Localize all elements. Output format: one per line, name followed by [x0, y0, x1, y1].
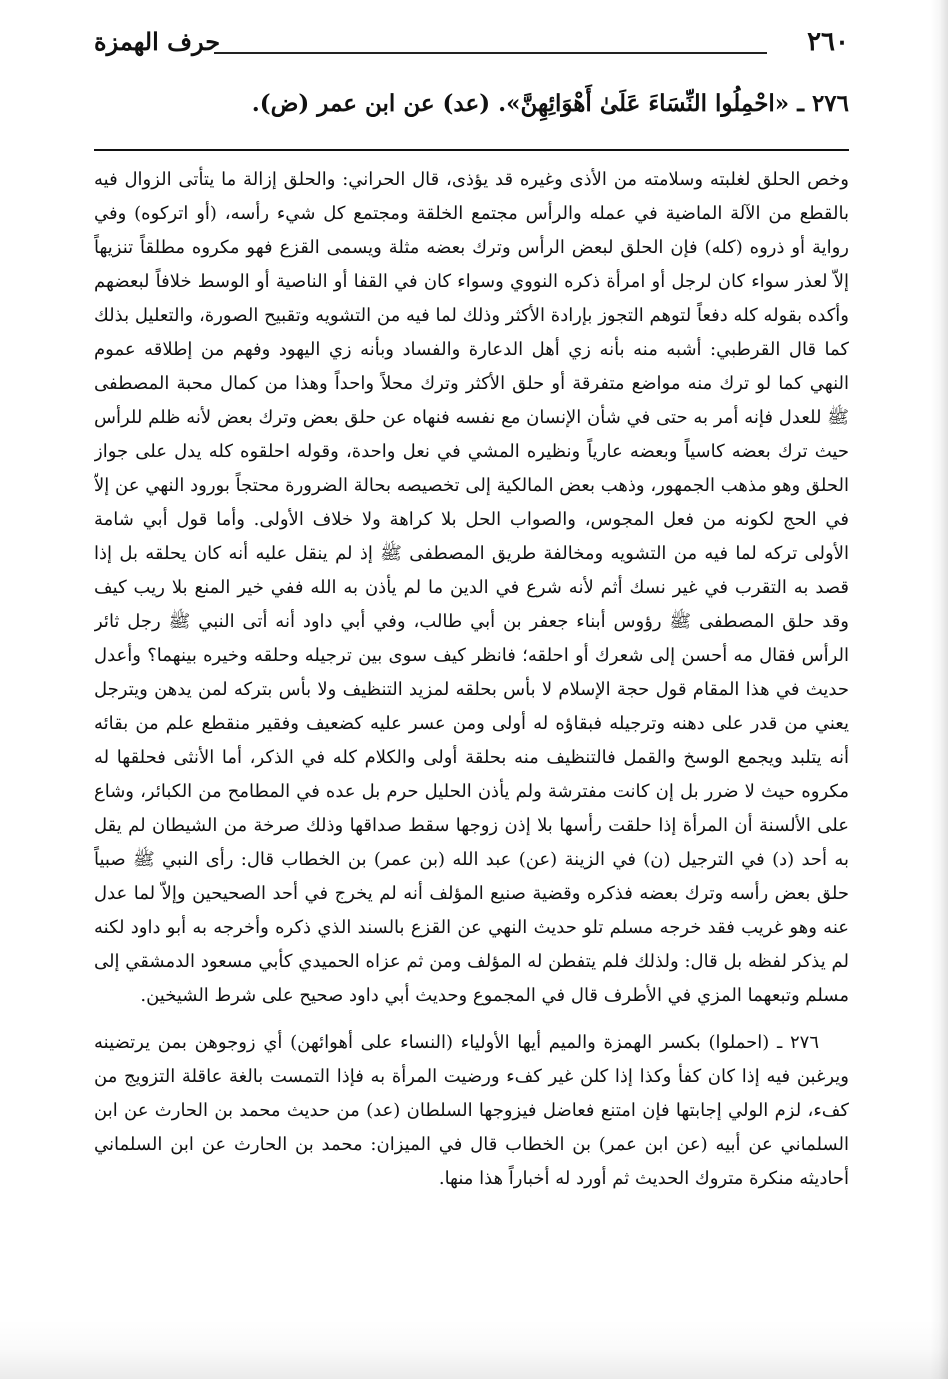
- page-header: [94, 22, 849, 64]
- chapter-title: حرف الهمزة: [94, 27, 221, 56]
- scan-shadow-bottom: [0, 1319, 948, 1379]
- hadith-text: ٢٧٦ ـ «احْمِلُوا النِّسَاءَ عَلَىٰ أَهْوَائِهِنَّ». (عد) عن ابن عمر (ض).: [251, 90, 849, 117]
- scan-shadow-right: [930, 0, 948, 1379]
- commentary-paragraph-1: وخص الحلق لغلبته وسلامته من الأذى وغيره قد يؤذى، قال الحراني: والحلق إزالة ما يتأتى الزوال فيه بالقطع من الآلة الماضية في عمله والرأس مجتمع الخلقة ومجتمع كل شيء رأسه، (أو اتركوه) وفي رواية أو ذروه (كله) فإن الحلق لبعض الرأس وترك بعضه مثلة ويسمى القزع فهو مكروه مطلقاً تنزيهاً إلاّ لعذر سواء كان لرجل أو امرأة ذكره النووي وسواء كان في القفا أو الناصية أو الوسط خلافاً لبعضهم وأكده بقوله كله دفعاً لتوهم التجوز بإرادة الأكثر وذلك لما فيه من التشويه وتقبيح الصورة، والتعليل بذلك كما قال القرطبي: أشبه منه بأنه زي أهل الدعارة والفساد وبأنه زي اليهود وفهم من إطلاقه عموم النهي كما لو ترك منه مواضع متفرقة أو حلق الأكثر وترك محلاً واحداً وهذا من كمال محبة المصطفى ﷺ للعدل فإنه أمر به حتى في شأن الإنسان مع نفسه فنهاه عن حلق بعض وترك بعض لأنه ظلم للرأس حيث ترك بعضه كاسياً وبعضه عارياً ونظيره المشي في نعل واحدة، وقوله احلقوه كله يدل على جواز الحلق وهو مذهب الجمهور، وذهب بعض المالكية إلى تخصيصه بحالة الضرورة محتجاً بورود النهي عن إلاّ في الحج لكونه من فعل المجوس، والصواب الحل بلا كراهة ولا خلاف الأولى. وأما قول أبي شامة الأولى تركه لما فيه من التشويه ومخالفة طريق المصطفى ﷺ إذ لم ينقل عليه أنه كان يحلقه بل إذا قصد به التقرب في غير نسك أثم لأنه شرع في الدين ما لم يأذن به الله ففي خير المنع بلا ريب كيف وقد حلق المصطفى ﷺ رؤوس أبناء جعفر بن أبي طالب، وفي أبي داود أنه أتى النبي ﷺ رجل ثائر الرأس فقال مه أحسن إلى شعرك أو احلقه؛ فانظر كيف سوى بين ترجيله وحلقه وخيره بينهما؟ وأعدل حديث في هذا المقام قول حجة الإسلام لا بأس بحلقه لمزيد التنظيف ولا بأس بتركه لمن يدهن ويترجل يعني من قدر على دهنه وترجيله فبقاؤه له أولى ومن عسر عليه كضعيف وفقير منقطع علم من بقائه أنه يتلبد ويجمع الوسخ والقمل فالتنظيف منه بحلقة أولى والكلام كله في الذكر، أما الأنثى فحلقها له مكروه حيث لا ضرر بل إن كانت مفترشة ولم يأذن الحليل حرم بل عده في المطامح من الكبائر، وشاع على الألسنة أن المرأة إذا حلقت رأسها بلا إذن زوجها سقط صداقها وذلك صرخة من الشيطان لم يقل به أحد (د) في الترجيل (ن) في الزينة (عن) عبد الله (بن عمر) بن الخطاب قال: رأى النبي ﷺ صبياً حلق بعض رأسه وترك بعضه فذكره وقضية صنيع المؤلف أنه لم يخرج في أحد الصحيحين وإلاّ لما عدل عنه وهو غريب فقد خرجه مسلم تلو حديث النهي عن القزع بالسند الذي ذكره وأخرجه به أبو داود لكنه لم يذكر لفظه بل قال: ولذلك فلم يتفطن له المؤلف ومن ثم عزاه الحميدي كأبي مسعود الدمشقي إلى مسلم وتبعهما المزي في الأطرف قال في المجموع وحديث أبي داود صحيح على شرط الشيخين.: [94, 169, 849, 1006]
- section-separator: [94, 149, 849, 151]
- commentary-paragraph-2: ٢٧٦ ـ (احملوا) بكسر الهمزة والميم أيها الأولياء (النساء على أهوائهن) أي زوجوهن بمن يرتضينه ويرغبن فيه إذا كان كفأ وكذا إذا كلن غير كفء ورضيت المرأة به فإذا التمست بالغة عاقلة التزويج من كفء، لزم الولي إجابتها فإن امتنع فعاضل فيزوجها السلطان (عد) من حديث محمد بن الحارث عن ابن السلماني عن أبيه (عن ابن عمر) بن الخطاب قال في الميزان: محمد بن الحارث عن ابن السلماني أحاديثه منكرة متروك الحديث ثم أورد له أخباراً هذا منها.: [94, 1032, 849, 1189]
- header-rule: [214, 52, 767, 54]
- page-number: ٢٦٠: [807, 27, 849, 57]
- commentary-body: [94, 163, 849, 1196]
